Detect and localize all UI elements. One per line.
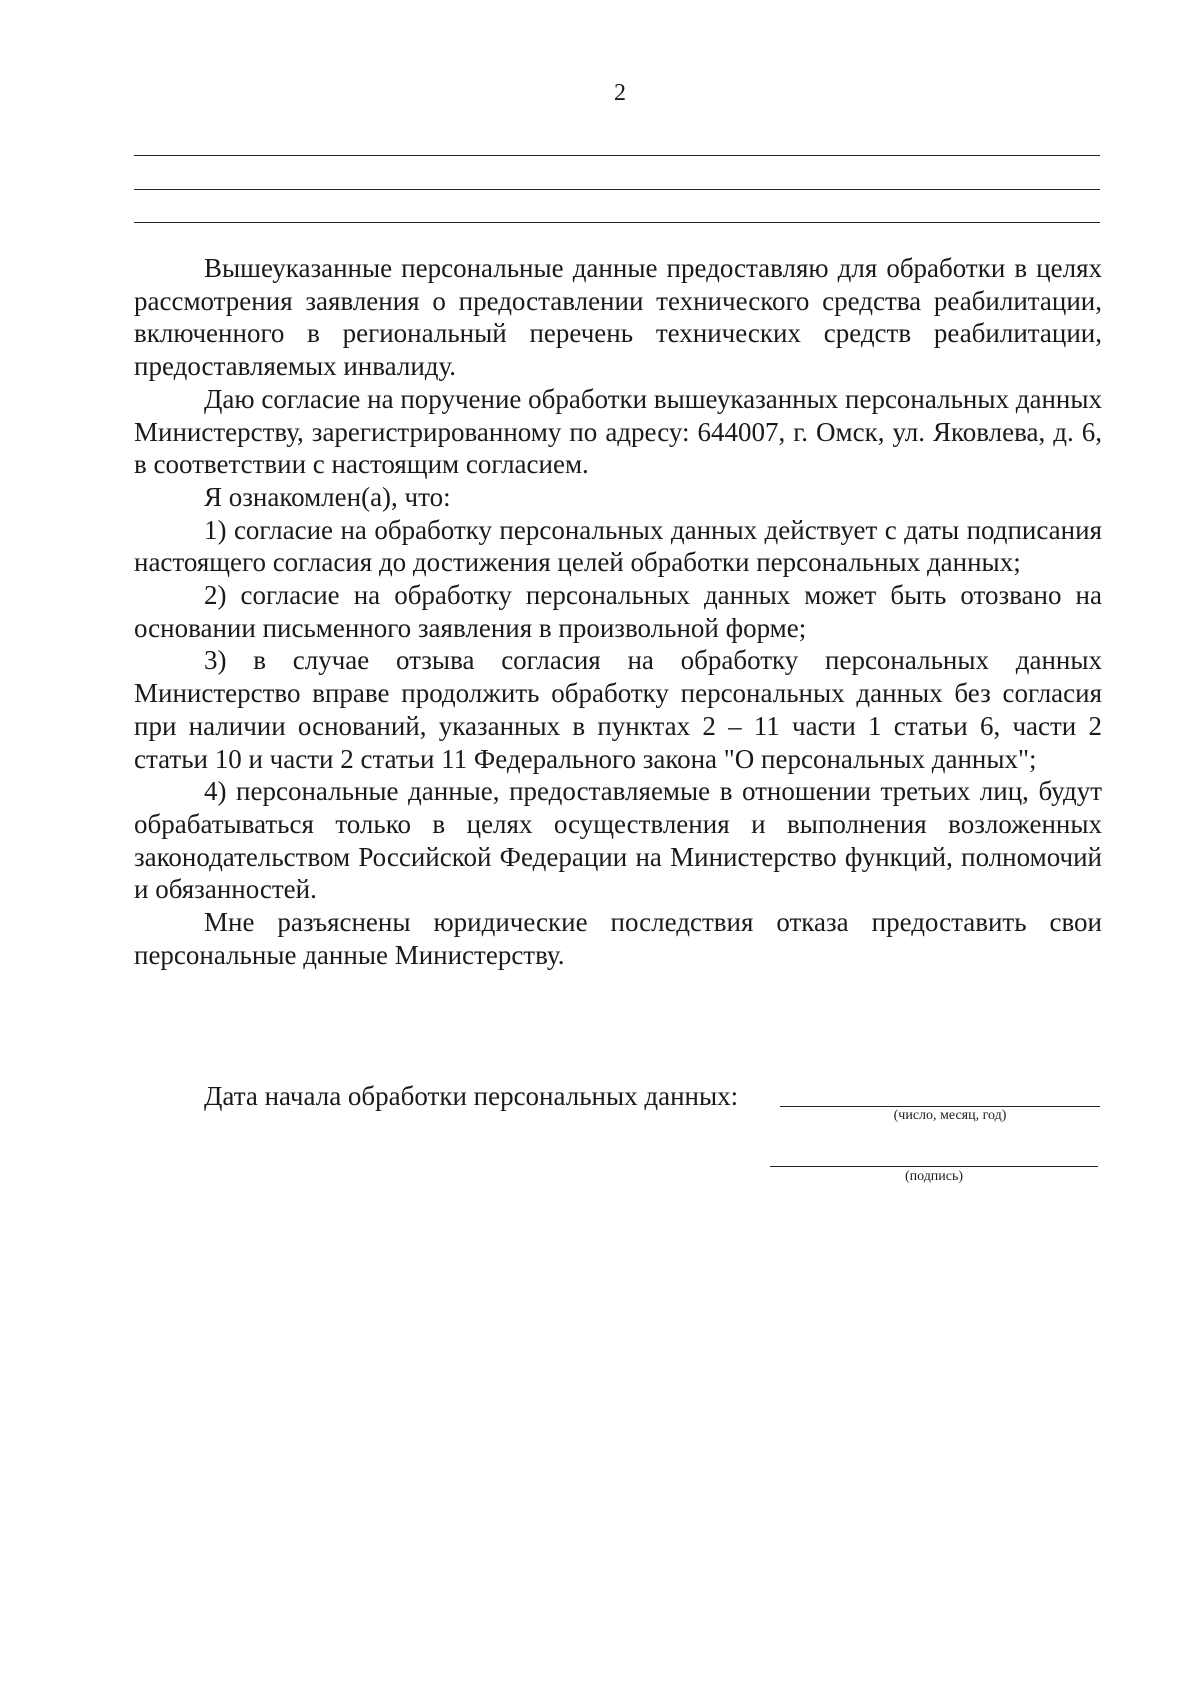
paragraph-acknowledgement-intro: Я ознакомлен(а), что: — [204, 481, 451, 512]
paragraph-consequences: Мне разъяснены юридические последствия отказа предоставить свои персональные данные Министерству. — [134, 907, 1102, 970]
blank-fill-line — [134, 189, 1100, 190]
paragraph-purpose: Вышеуказанные персональные данные предоставляю для обработки в целях рассмотрения заявления о предоставлении технического средства реабилитации, включенного в региональный перечень технических средств реабилитации, предоставляемых инвалиду. — [134, 253, 1102, 382]
blank-fill-line — [134, 222, 1100, 223]
paragraph-item-3: 3) в случае отзыва согласия на обработку персональных данных Министерство вправе продолжить обработку персональных данных без согласия при наличии оснований, указанных в пунктах 2 – 11 части 1 статьи 6, части 2 статьи 10 и части 2 статьи 11 Федерального закона "О персональных данных"; — [134, 645, 1102, 774]
date-fill-line — [780, 1106, 1100, 1107]
date-label: Дата начала обработки персональных данных: — [204, 1081, 739, 1111]
blank-fill-line — [134, 155, 1100, 156]
signature-caption: (подпись) — [904, 1169, 964, 1184]
paragraph-item-2: 2) согласие на обработку персональных данных может быть отозвано на основании письменного заявления в произвольной форме; — [134, 580, 1102, 643]
paragraph-item-1: 1) согласие на обработку персональных данных действует с даты подписания настоящего согласия до достижения целей обработки персональных данных; — [134, 514, 1102, 578]
signature-fill-line — [770, 1166, 1098, 1167]
paragraph-item-4: 4) персональные данные, предоставляемые в отношении третьих лиц, будут обрабатываться только в целях осуществления и выполнения возложенных законодательством Российской Федерации на Министерство функций, полномочий и обязанностей. — [134, 776, 1102, 905]
consent-body — [134, 252, 1102, 971]
page-number: 2 — [614, 80, 626, 106]
date-caption: (число, месяц, год) — [893, 1108, 1007, 1123]
paragraph-assignment: Даю согласие на поручение обработки вышеуказанных персональных данных Министерству, зарегистрированному по адресу: 644007, г. Омск, ул. Яковлева, д. 6, в соответствии с настоящим согласием. — [134, 383, 1102, 480]
